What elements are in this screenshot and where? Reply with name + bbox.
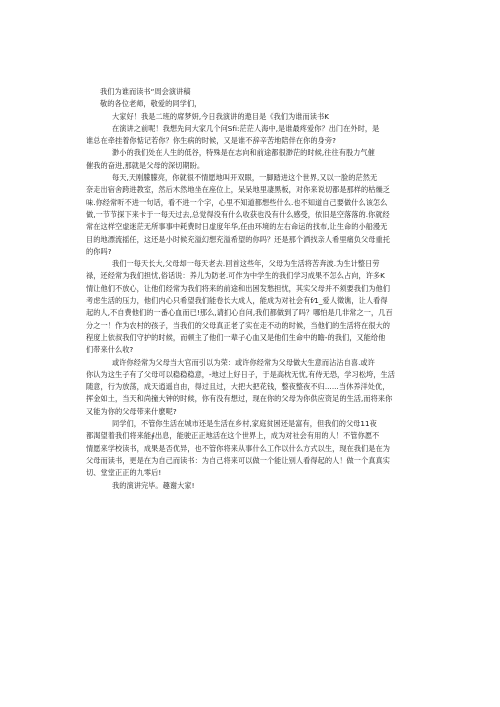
- paragraph-line: 每天,天刚朦朦亮，你就很不情愿地叫开双眼，一脚踏进这个世界,又以一脸的茫然无: [112, 173, 378, 183]
- paragraph-line: 在演讲之前呢！我想先问大家几个问Sfi:茫茫人海中,是谁最疼爱你？出门在外时，是: [112, 123, 380, 133]
- speech-document: [86, 86, 417, 492]
- paragraph-line: 常在这样空虚迷茫无所事事中耗费时日虚度年华,任由环境的左右命运的找布,让生命的小船漫无: [86, 222, 388, 232]
- greeting-line: 敬的各位老师，敬爱的同学们，: [100, 99, 202, 109]
- paragraph-line: 挥金如土，当天和尚撞大钟的时候，你有没有想过，现在你的父母为你供应资足的生活,而将来你: [86, 394, 393, 404]
- paragraph-line: 奈走出宿舍跨进教室，然后木然地坐在座位上，呆呆地里凄黑板，对你来说切都是那样的枯燥乏: [86, 185, 390, 195]
- paragraph-line: 味.你经常听不进一句话，看不进一个字，心里不知道都想些什么.也不知道自己要做什么该怎么: [86, 197, 388, 207]
- paragraph-line: 情愿来学校读书，成果是否优异，也不管你将来从事什么工作以什么方式以生，现在我们是在为: [86, 443, 390, 453]
- paragraph-line: 谁总在牵挂着你惦记若你？你生病的时候，又是谁不辞辛苦地陪伴在你的身旁?: [86, 136, 336, 146]
- paragraph-line: 你认为这生子有了父母可以稳稳稳意，-地过上好日子，于是高枕无忧,有侍无恐，学习松垮，生活: [86, 369, 395, 379]
- paragraph-line: 做,一节节探下来卡于一每天过去,总觉得没有什么收获也没有什么感受，依旧是空落落的.你就经: [86, 209, 390, 219]
- paragraph-line: 程度上依叔我们守护的时候，而顿主了他们一辈子心血又是他们生命中的瞻-的我们，又能给他: [86, 332, 386, 342]
- paragraph-line: 禄，还经常为我们担忧,俗话说：养儿为防老.可作为中学生的我们学习成果不怎么占向，许多K: [86, 271, 385, 281]
- paragraph-line: 同学们，不管你生活在城市还是生活在乡村,家庭贫困还是富有，但我们的父母11夜: [112, 419, 377, 429]
- document-title: 我们为谁而读书“周会演讲稿: [100, 87, 191, 96]
- paragraph-line: 又能为你的父母带来什麽呢?: [86, 406, 177, 416]
- paragraph-line: 都渴望着我们将来能∮出息，能驶正正地活在这个世界上，成为对社会有用的人！不管你愿不: [86, 431, 380, 441]
- paragraph-line: 催我的奋进,那就是父母的深切期盼。: [86, 160, 205, 170]
- paragraph-line: 情让他们不放心，让他们经常为我们将来的前途和出困发愁担忧，其实父母并不须要我们为他们: [86, 283, 390, 293]
- paragraph-line: 起的人,不自费他们的一番心血而已!那么,请扪心自问,我们都做到了吗？哪怕是几非常之一，几百: [86, 308, 393, 318]
- paragraph-line: 我们一每天长大,父母却一每天老去.回首这些年，父母为生活将苦奔波.为生计整日劳: [112, 259, 380, 269]
- paragraph-line: 大家好！我是二班的席梦妍,今日我演讲的遨目是《我们为谁而读书K: [112, 111, 329, 121]
- paragraph-line: 渺小的我们处在人生的低谷，特殊是在志向和前途都很渺茫的时候,往往有股力气催: [112, 148, 375, 158]
- paragraph-line: 的你吗?: [86, 246, 112, 256]
- paragraph-line: 切、堂堂正正的九零后!: [86, 468, 162, 478]
- paragraph-line: 父母而读书，更是在为自己而读书：为自己将来可以做一个能让别人看得起的人！做一个真真实: [86, 455, 390, 465]
- paragraph-line: 随意，行为放荡，成天逍遥自由，得过且过，大把大把花钱，整夜整夜不归......当休养洋处优，: [86, 382, 390, 392]
- closing-line: 我的演讲完毕。趣谢大家!: [112, 480, 195, 490]
- paragraph-line: 或许你经常为父母当大官而引以为荣：或许你经常为父母做大生意而沾沾自喜.或许: [112, 357, 375, 367]
- paragraph-line: 分之一！作为农村的孩子，当我们的父母真正老了实在走不动的时候，当他们的生活将在很大的: [86, 320, 390, 330]
- paragraph-line: 目的地漂流摇任，这还是小时候充溢幻想充溢希望的你吗？还是那个洒找亲人希里痛负父母重托: [86, 234, 390, 244]
- paragraph-line: 考虑生活的压力，他们内心只希望我们能卷长大成人，能成为对社会有f⁄1_爱人徵谯，让人看得: [86, 296, 388, 306]
- paragraph-line: 们带来什么收?: [86, 345, 134, 355]
